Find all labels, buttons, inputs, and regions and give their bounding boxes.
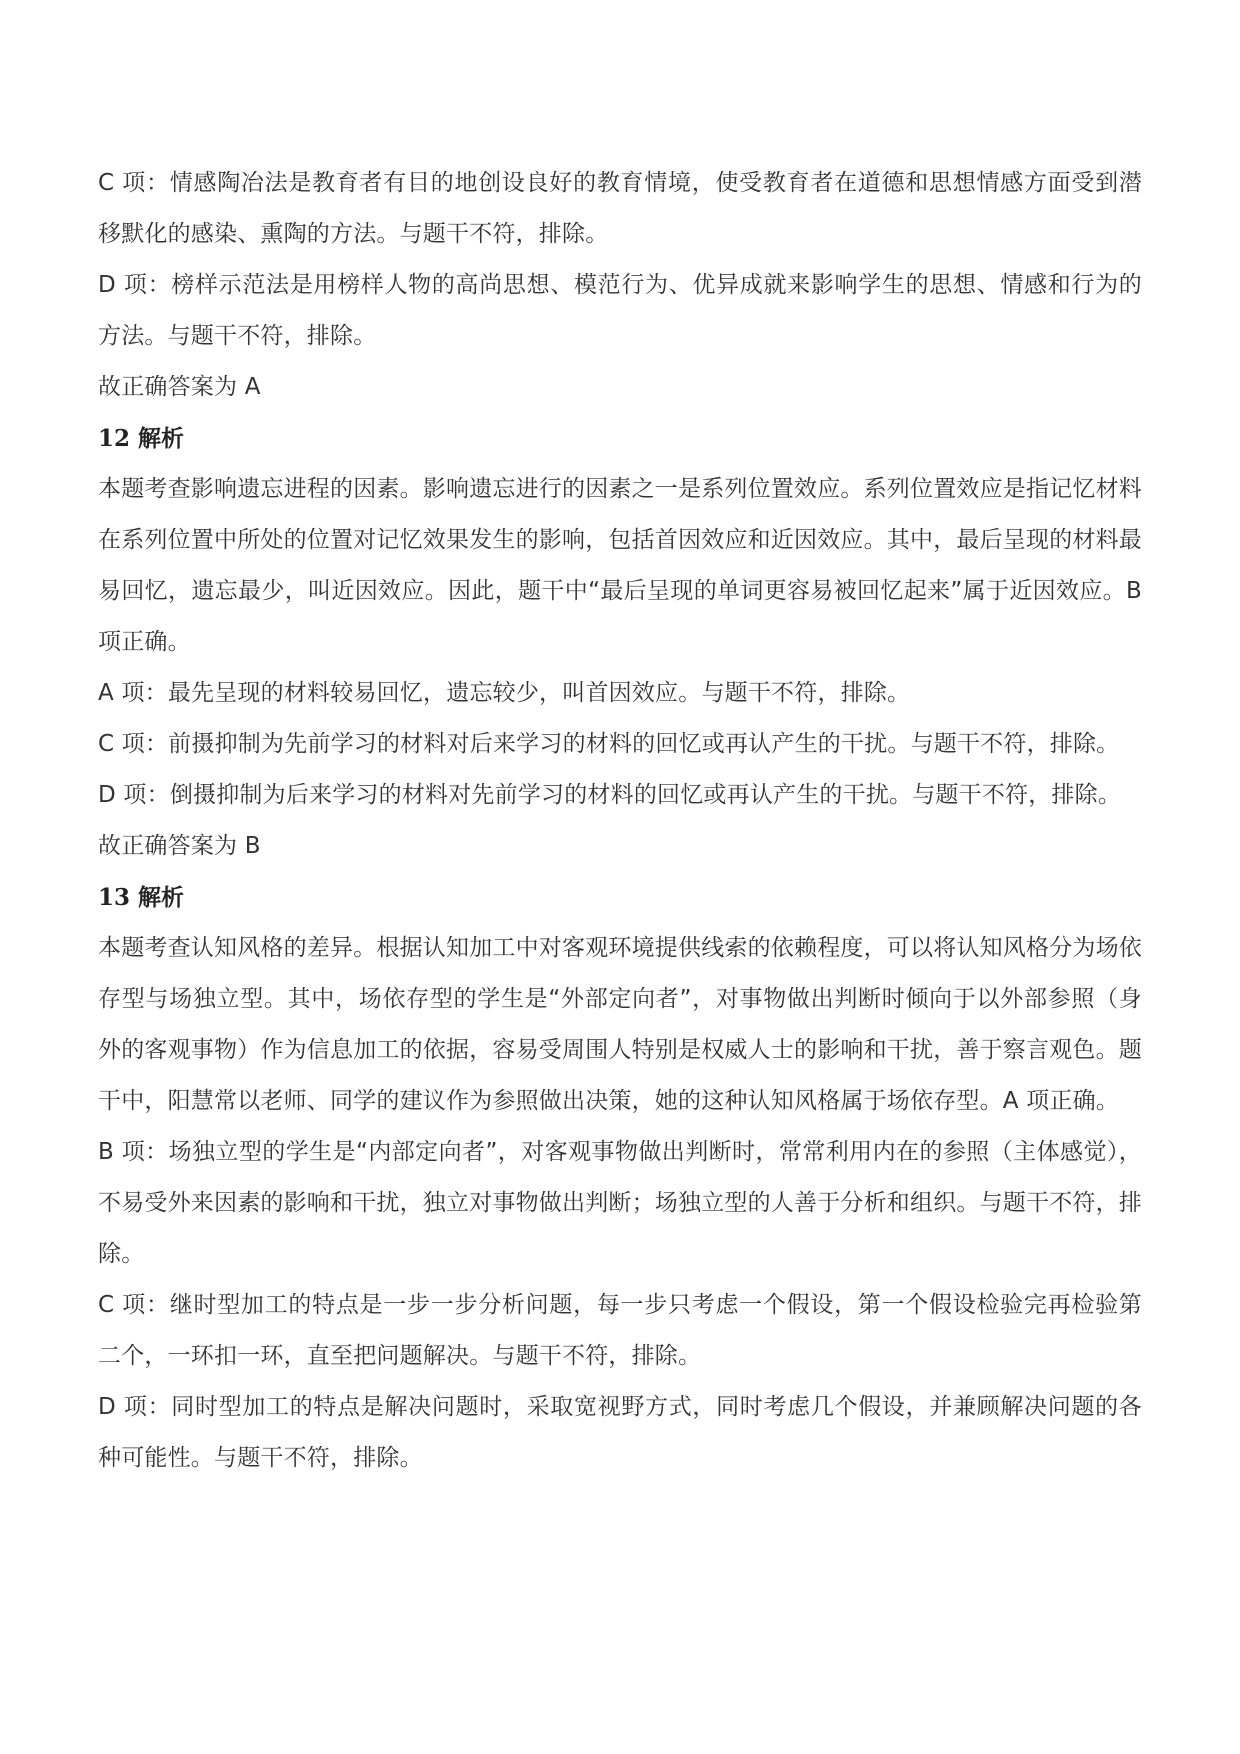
paragraph-answer-b: 故正确答案为 B [98,833,261,859]
paragraph-13-option-b: B 项：场独立型的学生是“内部定向者”，对客观事物做出判断时，常常利用内在的参照（主体感觉），不易受外来因素的影响和干扰，独立对事物做出判断；场独立型的人善于分析和组织。与题干不符，排除。 [98,1139,1142,1267]
paragraph-option-d-role-model: D 项：榜样示范法是用榜样人物的高尚思想、模范行为、优异成就来影响学生的思想、情感和行为的方法。与题干不符，排除。 [98,272,1142,349]
paragraph-12-option-a: A 项：最先呈现的材料较易回忆，遗忘较少，叫首因效应。与题干不符，排除。 [98,680,911,706]
paragraph-13-explanation: 本题考查认知风格的差异。根据认知加工中对客观环境提供线索的依赖程度，可以将认知风格分为场依存型与场独立型。其中，场依存型的学生是“外部定向者”，对事物做出判断时倾向于以外部参照（身外的客观事物）作为信息加工的依据，容易受周围人特别是权威人士的影响和干扰，善于察言观色。题干中，阳慧常以老师、同学的建议作为参照做出决策，她的这种认知风格属于场依存型。A 项正确。 [98,935,1142,1114]
paragraph-12-explanation: 本题考查影响遗忘进程的因素。影响遗忘进行的因素之一是系列位置效应。系列位置效应是指记忆材料在系列位置中所处的位置对记忆效果发生的影响，包括首因效应和近因效应。其中，最后呈现的材料最易回忆，遗忘最少，叫近因效应。因此，题干中“最后呈现的单词更容易被回忆起来”属于近因效应。B 项正确。 [98,476,1142,655]
heading-13-analysis: 13 解析 [98,884,185,911]
paragraph-13-option-d: D 项：同时型加工的特点是解决问题时，采取宽视野方式，同时考虑几个假设，并兼顾解决问题的各种可能性。与题干不符，排除。 [98,1394,1142,1471]
paragraph-option-c-emotional-cultivation: C 项：情感陶冶法是教育者有目的地创设良好的教育情境，使受教育者在道德和思想情感方面受到潜移默化的感染、熏陶的方法。与题干不符，排除。 [98,170,1142,247]
paragraph-answer-a: 故正确答案为 A [98,374,261,400]
paragraph-13-option-c: C 项：继时型加工的特点是一步一步分析问题，每一步只考虑一个假设，第一个假设检验完再检验第二个，一环扣一环，直至把问题解决。与题干不符，排除。 [98,1292,1142,1369]
paragraph-12-option-d: D 项：倒摄抑制为后来学习的材料对先前学习的材料的回忆或再认产生的干扰。与题干不符，排除。 [98,782,1122,808]
heading-12-analysis: 12 解析 [98,425,185,452]
paragraph-12-option-c: C 项：前摄抑制为先前学习的材料对后来学习的材料的回忆或再认产生的干扰。与题干不符，排除。 [98,731,1120,757]
